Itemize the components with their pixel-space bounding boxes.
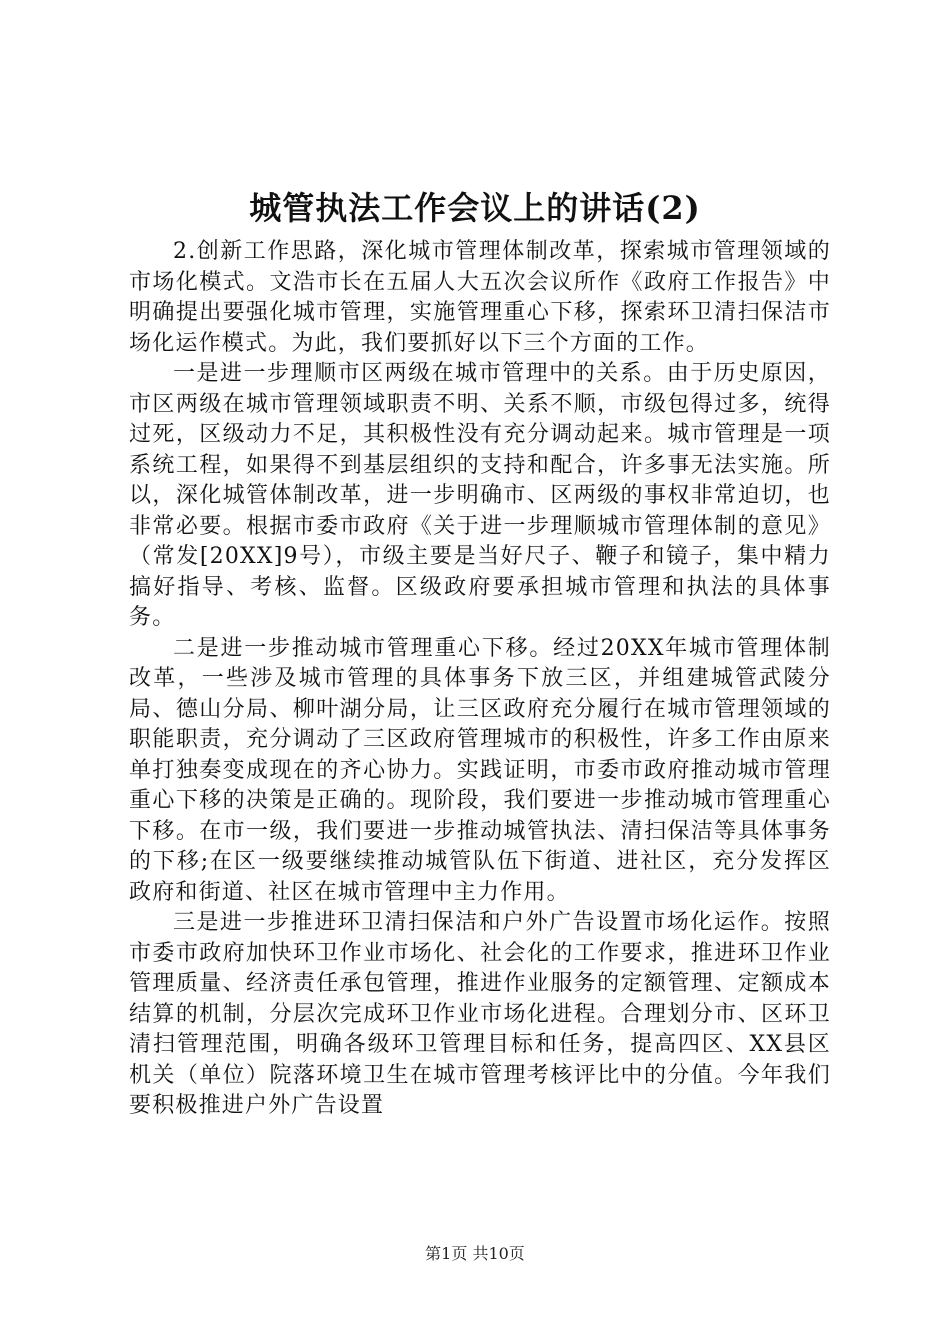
paragraph-point-two: 二是进一步推动城市管理重心下移。经过20XX年城市管理体制改革，一些涉及城市管理的具体事务下放三区，并组建城管武陵分局、德山分局、柳叶湖分局，让三区政府充分履行在城市管理领域的职能职责，充分调动了三区政府管理城市的积极性，许多工作由原来单打独奏变成现在的齐心协力。实践证明，市委市政府推动城市管理重心下移的决策是正确的。现阶段，我们要进一步推动城市管理重心下移。在市一级，我们要进一步推动城管执法、清扫保洁等具体事务的下移;在区一级要继续推动城管队伍下街道、进社区，充分发挥区政府和街道、社区在城市管理中主力作用。: [129, 635, 831, 905]
page-footer: 第1页 共10页: [425, 1244, 525, 1263]
document-title: 城管执法工作会议上的讲话(2): [249, 189, 701, 227]
paragraph-point-three: 三是进一步推进环卫清扫保洁和户外广告设置市场化运作。按照市委市政府加快环卫作业市场化、社会化的工作要求，推进环卫作业管理质量、经济责任承包管理，推进作业服务的定额管理、定额成本结算的机制，分层次完成环卫作业市场化进程。合理划分市、区环卫清扫管理范围，明确各级环卫管理目标和任务，提高四区、XX县区机关（单位）院落环境卫生在城市管理考核评比中的分值。今年我们要积极推进户外广告设置: [129, 910, 831, 1118]
paragraph-point-one: 一是进一步理顺市区两级在城市管理中的关系。由于历史原因，市区两级在城市管理领域职责不明、关系不顺，市级包得过多，统得过死，区级动力不足，其积极性没有充分调动起来。城市管理是一项系统工程，如果得不到基层组织的支持和配合，许多事无法实施。所以，深化城管体制改革，进一步明确市、区两级的事权非常迫切，也非常必要。根据市委市政府《关于进一步理顺城市管理体制的意见》（常发[20XX]9号），市级主要是当好尺子、鞭子和镜子，集中精力搞好指导、考核、监督。区级政府要承担城市管理和执法的具体事务。: [129, 361, 831, 630]
paragraph-innovation: 2.创新工作思路，深化城市管理体制改革，探索城市管理领域的市场化模式。文浩市长在五届人大五次会议所作《政府工作报告》中明确提出要强化城市管理，实施管理重心下移，探索环卫清扫保洁市场化运作模式。为此，我们要抓好以下三个方面的工作。: [129, 239, 831, 356]
document-body: [129, 237, 831, 1122]
